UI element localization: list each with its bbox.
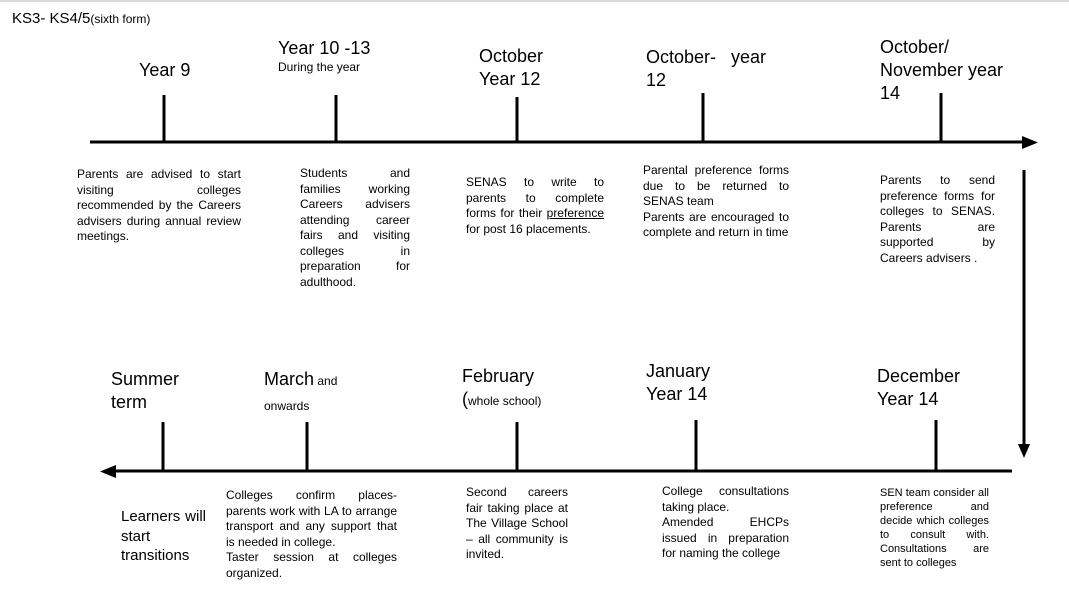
- milestone-desc-october-november-year-14-text: Parents to send preference forms for colleges to SENAS. Parents are supported by Careers advisers .: [880, 173, 995, 265]
- milestone-desc-summer-term-text: Learners will start transitions: [121, 508, 206, 564]
- milestone-title-year-9: Year 9: [139, 60, 191, 80]
- milestone-title-february-paren: (: [462, 389, 468, 409]
- milestone-title-year-10-13-text: Year 10 -13: [278, 38, 371, 58]
- milestone-title-december-year-14: December Year 14: [877, 366, 961, 409]
- milestone-title-october-november-year-14: October/ November year 14: [880, 37, 1004, 103]
- milestone-title-march-small: and onwards: [264, 374, 338, 413]
- page-title-sub: (sixth form): [90, 12, 151, 26]
- milestone-desc-january-year-14-text-2: Amended EHCPs issued in preparation for naming the college: [662, 515, 789, 560]
- milestone-desc-summer-term: [121, 507, 206, 566]
- milestone-desc-march: [226, 488, 397, 581]
- bottom-timeline-arrowhead: [100, 465, 116, 478]
- milestone-desc-december-year-14-text: SEN team consider all preference and decide which colleges to consult with. Consultations are sent to colleges: [880, 487, 989, 569]
- milestone-desc-october-year-12b: [643, 163, 789, 241]
- milestone-desc-october-year-12b-text-1: Parental preference forms due to be returned to SENAS team: [643, 163, 789, 208]
- milestone-desc-february: [466, 485, 568, 563]
- milestone-title-march: [264, 368, 364, 418]
- milestone-desc-january-year-14: [662, 484, 789, 562]
- milestone-desc-year-10-13-text: Students and families working Careers advisers attending career fairs and visiting colleges in preparation for adulthood.: [300, 166, 410, 289]
- milestone-desc-march-text-1: Colleges confirm places- parents work with LA to arrange transport and any support that is needed in college.: [226, 488, 397, 549]
- milestone-title-february: [462, 365, 572, 413]
- milestone-title-october-year-12: October Year 12: [479, 46, 544, 89]
- milestone-title-october-year-12b: October- year 12: [646, 47, 772, 90]
- milestone-title-january-year-14: January Year 14: [646, 361, 711, 404]
- top-timeline-arrowhead: [1022, 136, 1038, 149]
- milestone-desc-year-10-13: [300, 166, 410, 290]
- milestone-desc-october-year-12: [466, 175, 604, 237]
- milestone-title-february-text: February: [462, 366, 535, 386]
- preference-underlined: preference: [546, 206, 605, 220]
- milestone-subtitle-during-the-year: During the year: [278, 60, 361, 74]
- milestone-desc-march-text-2: Taster session at colleges organized.: [226, 550, 397, 580]
- milestone-desc-february-text: Second careers fair taking place at The Village School – all community is invited.: [466, 485, 568, 561]
- milestone-desc-december-year-14: [880, 486, 989, 570]
- milestone-desc-january-year-14-text-1: College consultations taking place.: [662, 484, 789, 514]
- milestone-title-march-text: March: [264, 369, 315, 389]
- milestone-desc-year-9-text: Parents are advised to start visiting colleges recommended by the Careers advisers during annual review meetings.: [77, 167, 241, 243]
- desc-text-after: for post 16 placements.: [466, 221, 591, 236]
- milestone-desc-october-november-year-14: [880, 173, 995, 266]
- milestone-title-summer-term: Summer term: [111, 369, 180, 412]
- milestone-title-february-small: whole school): [468, 394, 542, 408]
- desc-text-before: SENAS to write to parents to complete forms for their: [466, 175, 604, 220]
- milestone-desc-october-year-12-text: [466, 175, 604, 237]
- connector-arrowhead: [1018, 444, 1030, 458]
- page-title-main: KS3- KS4/5: [12, 10, 91, 27]
- milestone-desc-year-9: [77, 167, 241, 245]
- milestone-title-year-10-13: [278, 37, 370, 74]
- milestone-desc-october-year-12b-text-2: Parents are encouraged to complete and return in time: [643, 209, 789, 239]
